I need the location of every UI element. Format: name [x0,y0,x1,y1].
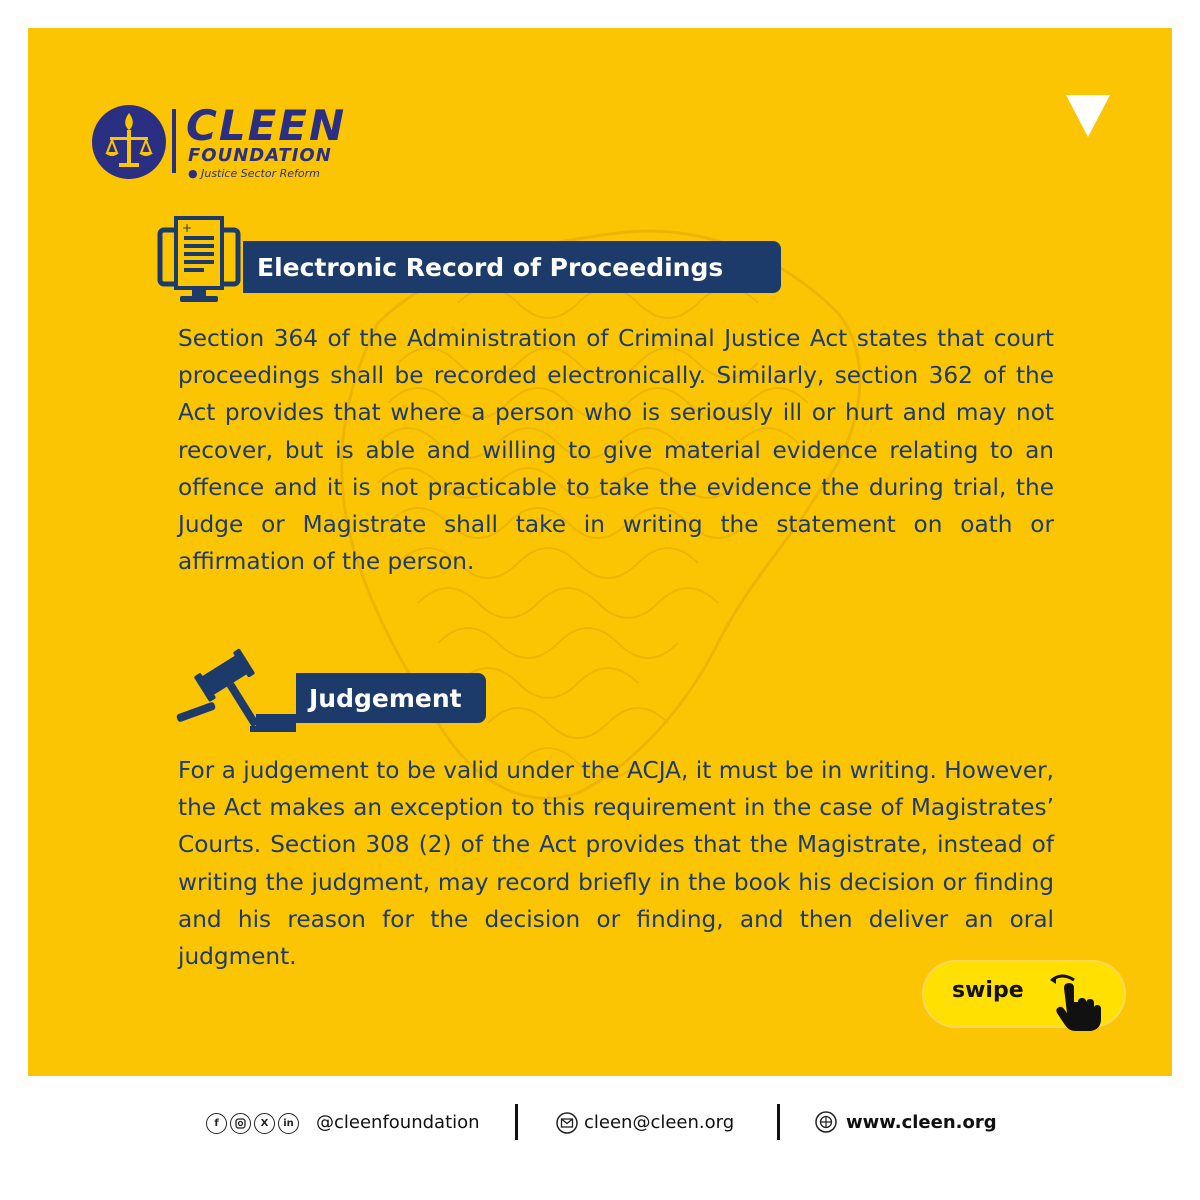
email-link[interactable]: cleen@cleen.org [584,1112,735,1133]
facebook-icon[interactable]: f [206,1113,227,1134]
logo-tagline: ● Justice Sector Reform [188,167,320,180]
document-monitor-icon [156,216,252,312]
slide-card [28,28,1172,1076]
section-body-electronic-record: Section 364 of the Administration of Criminal Justice Act states that court proceedings shall be recorded electronically. Similarly, section 362 of the Act provides that where a person who is seriously ill or hurt and may not recover, but is able and willing to give material evidence relating to an offence and it is not practicable to take the evidence the during trial, the Judge or Magistrate shall take in writing the statement on oath or affirmation of the person. [178,325,1054,576]
logo-wordmark: CLEEN [186,101,347,150]
globe-icon [815,1111,837,1133]
justice-emblem-icon [90,103,168,181]
x-icon[interactable]: X [254,1113,275,1134]
logo-divider [172,109,176,173]
gavel-icon [176,648,296,732]
section-body-judgement: For a judgement to be valid under the ACJA, it must be in writing. However, the Act makes an exception to this requirement in the case of Magistrates’ Courts. Section 308 (2) of the Act provides that the Magistrate, instead of writing the judgment, may record briefly in the book his decision or finding and his reason for the decision or finding, and then deliver an oral judgment. [178,757,1054,971]
mail-icon [556,1112,578,1134]
logo-subtitle: FOUNDATION [188,145,332,166]
footer-divider [515,1104,518,1140]
section-heading-electronic-record: Electronic Record of Proceedings [243,241,781,293]
swipe-button[interactable] [924,962,1124,1026]
linkedin-icon[interactable]: in [278,1113,299,1134]
swipe-label: swipe [952,978,1024,1003]
svg-text:+: + [182,221,193,235]
section-heading-judgement: Judgement [296,673,486,723]
triangle-down-icon [1064,93,1112,139]
footer-divider [777,1104,780,1140]
hand-swipe-icon [1042,968,1106,1032]
social-handle[interactable]: @cleenfoundation [316,1112,480,1133]
footer [0,1076,1200,1200]
website-link[interactable]: www.cleen.org [846,1112,997,1133]
instagram-icon[interactable] [230,1113,251,1134]
social-icons [206,1113,299,1134]
cleen-logo [90,103,390,203]
